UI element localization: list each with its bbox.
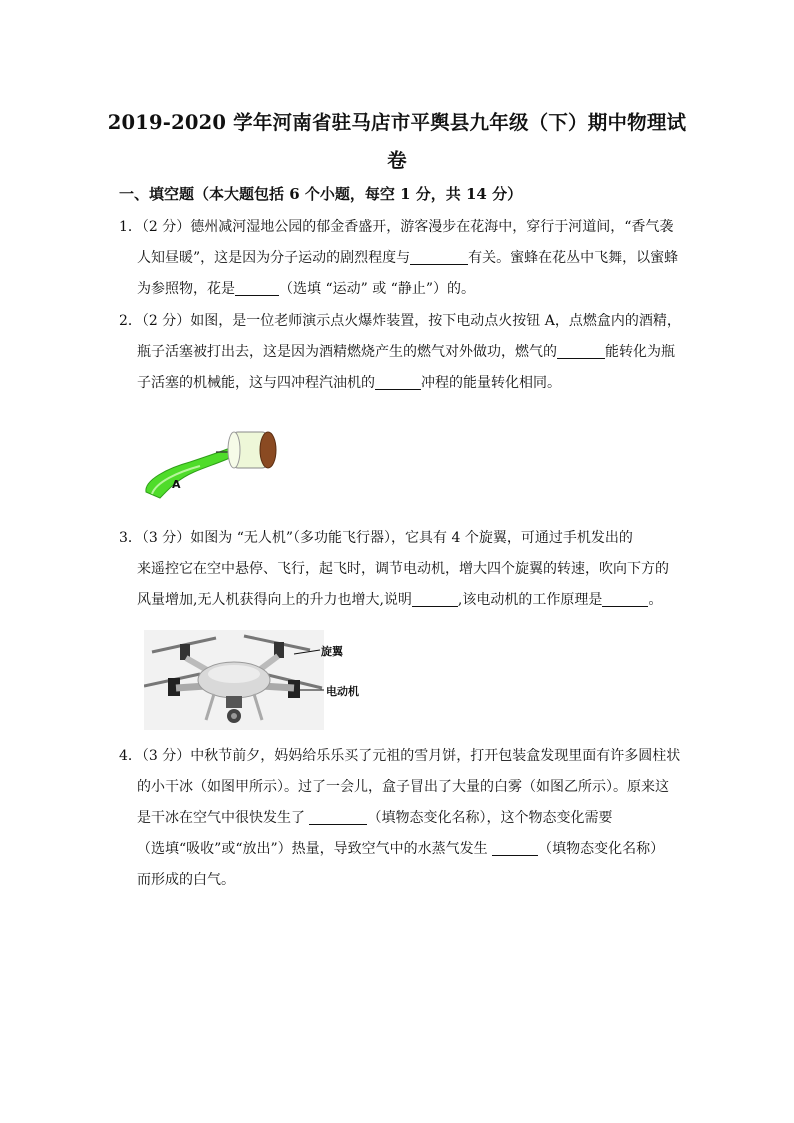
q3-line-1: 3．（3 分）如图为 “无人机”（多功能飞行器），它具有 4 个旋翼，可通过手机发出的 xyxy=(119,530,633,546)
answer-blank xyxy=(309,809,367,825)
q4-text: （填物态变化名称），这个物态变化需要 xyxy=(367,810,613,826)
q1-line-3 xyxy=(119,274,679,305)
q4-text: （选填“吸收”或“放出”）热量，导致空气中的水蒸气发生 xyxy=(137,841,493,857)
title-line-2: 卷 xyxy=(387,149,407,172)
answer-blank xyxy=(375,374,421,390)
q2-text: 能转化为瓶 xyxy=(605,344,675,360)
q4-line-1: 4．（3 分）中秋节前夕，妈妈给乐乐买了元祖的雪月饼，打开包装盒发现里面有许多圆柱状 xyxy=(119,748,681,764)
section-heading: 一、填空题（本大题包括 6 个小题，每空 1 分，共 14 分） xyxy=(119,185,523,203)
q4-line-2: 的小干冰（如图甲所示）。过了一会儿，盒子冒出了大量的白雾（如图乙所示）。原来这 xyxy=(137,779,669,795)
title-line-1: 2019-2020 学年河南省驻马店市平舆县九年级（下）期中物理试 xyxy=(107,111,687,134)
page-title xyxy=(100,104,694,180)
answer-blank xyxy=(602,591,648,607)
q2-line-2 xyxy=(119,337,679,368)
q1-text: 为参照物，花是 xyxy=(137,281,235,297)
answer-blank xyxy=(410,249,468,265)
rotor-label: 旋翼 xyxy=(321,645,343,658)
motor-label: 电动机 xyxy=(326,685,359,698)
question-2 xyxy=(119,306,679,399)
question-1 xyxy=(119,212,679,305)
q2-line-1: 2．（2 分）如图，是一位老师演示点火爆炸装置，按下电动点火按钮 A，点燃盒内的酒精， xyxy=(119,313,681,329)
q1-text: （选填 “运动” 或 “静止”）的。 xyxy=(279,281,475,297)
q2-line-3 xyxy=(119,368,679,399)
q1-line-1: 1．（2 分）德州减河湿地公园的郁金香盛开，游客漫步在花海中，穿行于河道间，“香气袭 xyxy=(119,219,674,235)
answer-blank xyxy=(412,591,458,607)
ignition-device-figure xyxy=(138,420,288,502)
button-a-label: A xyxy=(172,478,181,491)
q3-text: 。 xyxy=(648,592,663,608)
q4-line-3 xyxy=(119,803,679,834)
q3-line-3 xyxy=(119,585,679,616)
q4-text: （填物态变化名称） xyxy=(538,841,665,857)
answer-blank xyxy=(557,343,605,359)
ignition-bottle-icon xyxy=(138,420,288,502)
q2-text: 瓶子活塞被打出去，这是因为酒精燃烧产生的燃气对外做功，燃气的 xyxy=(137,344,557,360)
q4-line-5: 而形成的白气。 xyxy=(137,872,235,888)
q1-text: 人知昼暖”，这是因为分子运动的剧烈程度与 xyxy=(137,250,411,266)
q2-text: 冲程的能量转化相同。 xyxy=(421,375,561,391)
q3-line-2: 来遥控它在空中悬停、飞行，起飞时，调节电动机，增大四个旋翼的转速，吹向下方的 xyxy=(137,561,669,577)
q2-text: 子活塞的机械能，这与四冲程汽油机的 xyxy=(137,375,375,391)
q4-text: 是干冰在空气中很快发生了 xyxy=(137,810,310,826)
q1-line-2 xyxy=(119,243,679,274)
q3-text: 风量增加,无人机获得向上的升力也增大,说明 xyxy=(137,592,412,608)
answer-blank xyxy=(235,280,279,296)
drone-figure xyxy=(144,630,374,730)
q1-text: 有关。蜜蜂在花丛中飞舞，以蜜蜂 xyxy=(468,250,679,266)
question-4 xyxy=(119,741,679,896)
question-3 xyxy=(119,523,679,616)
q3-text: ,该电动机的工作原理是 xyxy=(457,592,603,608)
answer-blank xyxy=(492,840,538,856)
q4-line-4 xyxy=(119,834,679,865)
